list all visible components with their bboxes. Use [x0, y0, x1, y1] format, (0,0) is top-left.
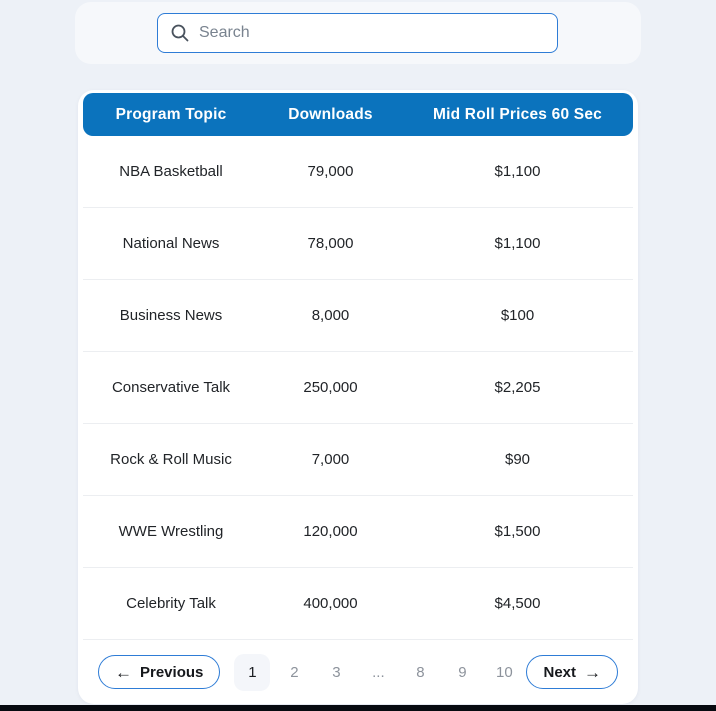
cell-downloads: 250,000 — [303, 379, 358, 396]
next-button[interactable] — [526, 655, 618, 689]
cell-mid-roll-price: $2,205 — [494, 379, 541, 396]
previous-button-label: Previous — [140, 663, 204, 681]
page-number-1[interactable]: 1 — [234, 654, 270, 691]
bottom-edge-bar — [0, 705, 716, 711]
column-header-mid-roll-prices: Mid Roll Prices 60 Sec — [433, 105, 602, 123]
cell-program-topic: Business News — [119, 307, 223, 324]
table-row — [83, 424, 633, 496]
page-number-8[interactable]: 8 — [416, 663, 425, 681]
cell-program-topic: Celebrity Talk — [126, 595, 216, 612]
table-card — [78, 90, 638, 704]
cell-mid-roll-price: $90 — [504, 451, 531, 468]
cell-downloads: 8,000 — [311, 307, 350, 324]
cell-mid-roll-price: $100 — [500, 307, 535, 324]
cell-downloads: 400,000 — [303, 595, 358, 612]
page-ellipsis: ... — [372, 663, 385, 681]
cell-mid-roll-price: $1,500 — [494, 523, 541, 540]
table-row — [83, 280, 633, 352]
cell-mid-roll-price: $1,100 — [494, 163, 541, 180]
search-icon — [170, 23, 190, 43]
next-button-label: Next — [543, 663, 576, 681]
cell-program-topic: WWE Wrestling — [118, 523, 224, 540]
column-header-program-topic: Program Topic — [115, 105, 227, 123]
search-box[interactable] — [157, 13, 558, 53]
cell-downloads: 7,000 — [311, 451, 350, 468]
cell-downloads: 78,000 — [307, 235, 354, 252]
table-row — [83, 352, 633, 424]
table-body — [78, 136, 638, 640]
cell-downloads: 79,000 — [307, 163, 354, 180]
column-header-downloads: Downloads — [288, 105, 373, 123]
cell-program-topic: Rock & Roll Music — [110, 451, 232, 468]
cell-program-topic: NBA Basketball — [119, 163, 223, 180]
previous-button[interactable] — [98, 655, 220, 689]
table-row — [83, 496, 633, 568]
page-number-list — [234, 654, 522, 691]
search-input[interactable] — [199, 24, 545, 42]
cell-mid-roll-price: $4,500 — [494, 595, 541, 612]
table-row — [83, 136, 633, 208]
table-row — [83, 208, 633, 280]
page-number-3[interactable]: 3 — [332, 663, 341, 681]
page-number-2[interactable]: 2 — [290, 663, 299, 681]
arrow-left-icon: ← — [115, 662, 132, 682]
page-number-9[interactable]: 9 — [458, 663, 467, 681]
table-header — [83, 93, 633, 136]
cell-downloads: 120,000 — [303, 523, 358, 540]
cell-program-topic: National News — [122, 235, 220, 252]
search-panel — [75, 2, 641, 64]
cell-mid-roll-price: $1,100 — [494, 235, 541, 252]
table-row — [83, 568, 633, 640]
arrow-right-icon: → — [584, 662, 601, 682]
page-number-10[interactable]: 10 — [496, 663, 513, 681]
pagination — [78, 640, 638, 704]
cell-program-topic: Conservative Talk — [111, 379, 231, 396]
